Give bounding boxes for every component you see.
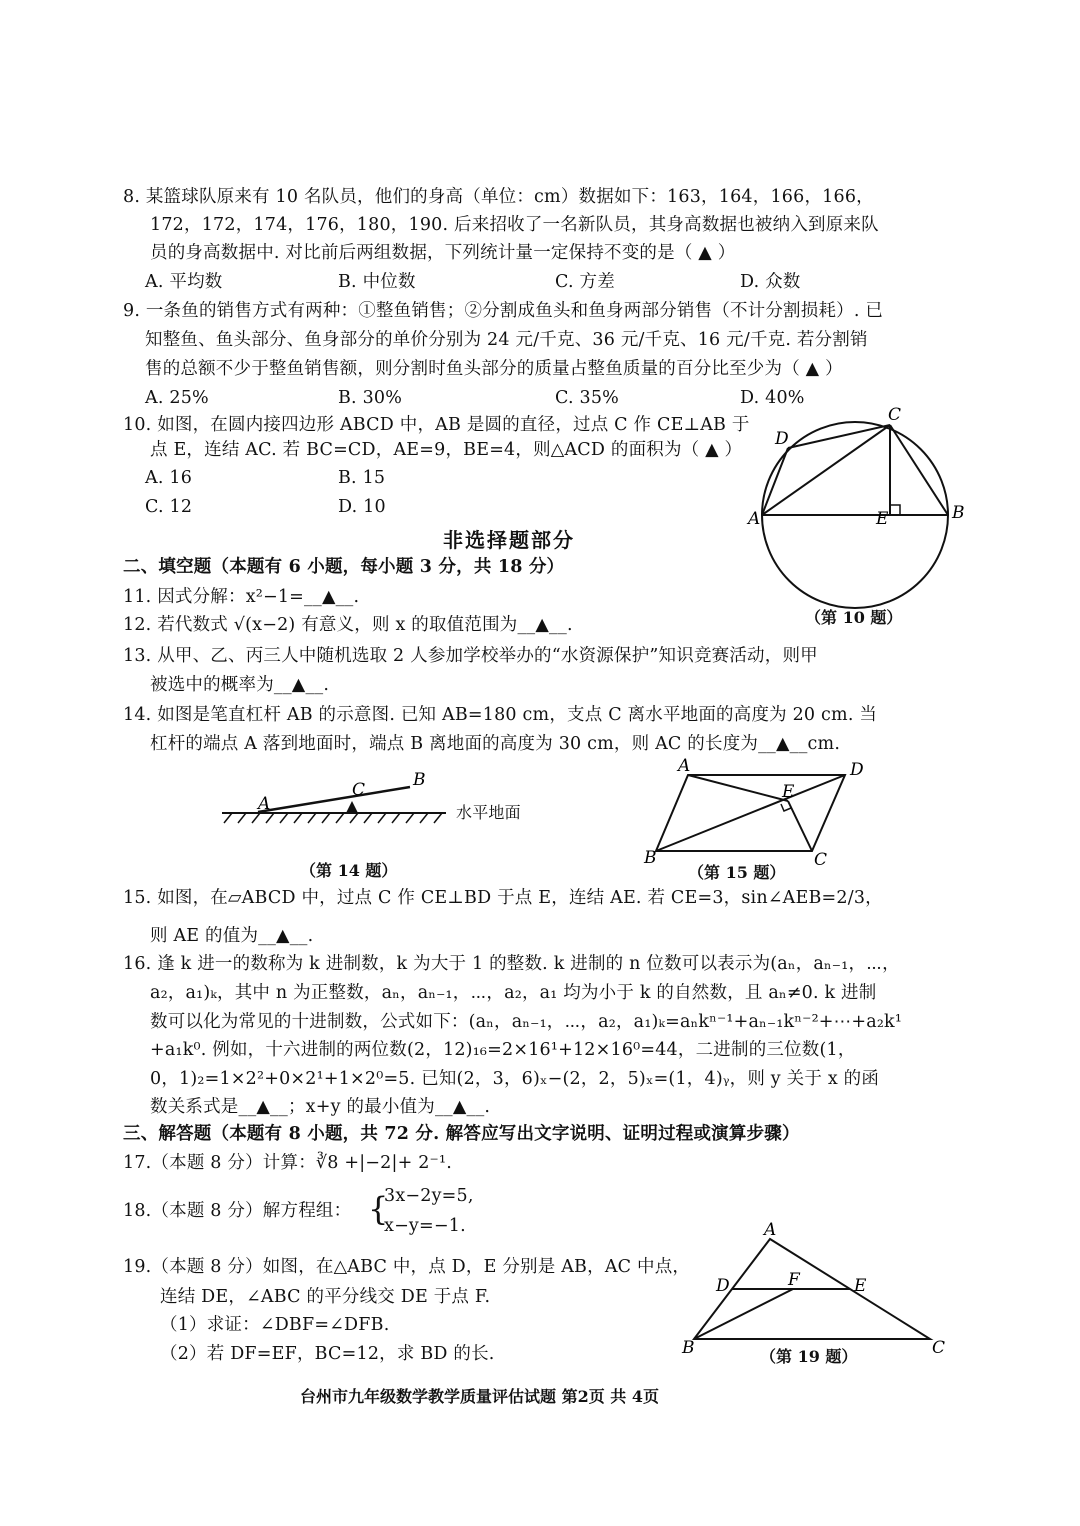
figure-14-diagram	[218, 765, 458, 835]
q9-option-a: A. 25%	[145, 388, 209, 408]
q19-line-1: 19.（本题 8 分）如图，在△ABC 中，点 D，E 分别是 AB，AC 中点，	[123, 1257, 691, 1277]
q9-option-c: C. 35%	[555, 388, 619, 408]
q16-line-2: a₂，a₁)ₖ，其中 n 为正整数，aₙ，aₙ₋₁，⋯，a₂，a₁ 均为小于 k 的自然数，且 aₙ≠0. k 进制	[150, 983, 877, 1003]
fig15-line-ce	[788, 801, 812, 851]
q14-line-1: 14. 如图是笔直杠杆 AB 的示意图. 已知 AB=180 cm，支点 C 离水平地面的高度为 20 cm. 当	[123, 705, 878, 725]
q13-line-2: 被选中的概率为__▲__.	[150, 675, 330, 695]
fig15-label-c: C	[814, 850, 828, 870]
q18-equation-2: x−y=−1.	[384, 1216, 466, 1236]
fig19-label-c: C	[932, 1338, 946, 1358]
q15-line-1: 15. 如图，在▱ABCD 中，过点 C 作 CE⊥BD 于点 E，连结 AE. 若 CE=3，sin∠AEB=2/3，	[123, 888, 883, 908]
q9-line-1: 9. 一条鱼的销售方式有两种：①整鱼销售；②分割成鱼头和鱼身两部分销售（不计分割损耗）. 已	[123, 301, 884, 321]
fig10-right-angle-mark	[890, 505, 900, 515]
q9-option-d: D. 40%	[740, 388, 805, 408]
q8-option-b: B. 中位数	[338, 272, 416, 292]
fig14-label-b: B	[413, 770, 426, 790]
fig15-label-d: D	[850, 760, 864, 780]
fig14-lever-ab	[258, 787, 410, 812]
q19-line-4: （2）若 DF=EF，BC=12，求 BD 的长.	[160, 1344, 495, 1364]
q18-prefix: 18.（本题 8 分）解方程组：	[123, 1201, 352, 1221]
fig14-fulcrum	[346, 801, 358, 813]
fig15-label-a: A	[678, 756, 691, 776]
fig10-label-d: D	[775, 429, 789, 449]
fig19-label-d: D	[716, 1276, 730, 1296]
fig19-label-a: A	[764, 1220, 777, 1240]
q11-text: 11. 因式分解：x²−1=__▲__.	[123, 587, 360, 607]
fig14-ground-hatching	[224, 813, 442, 823]
q9-line-2: 知整鱼、鱼头部分、鱼身部分的单价分别为 24 元/千克、36 元/千克、16 元/千克. 若分割销	[145, 330, 868, 350]
figure-15-caption: （第 15 题）	[688, 863, 786, 882]
fig14-label-a: A	[258, 794, 271, 814]
q9-line-3: 售的总额不少于整鱼销售额，则分割时鱼头部分的质量占整鱼质量的百分比至少为（ ▲ ）	[145, 359, 843, 379]
q14-line-2: 杠杆的端点 A 落到地面时，端点 B 离地面的高度为 30 cm，则 AC 的长度为__▲__cm.	[150, 734, 841, 754]
q16-line-4: +a₁k⁰. 例如，十六进制的两位数(2，12)₁₆=2×16¹+12×16⁰=44，二进制的三位数(1，	[150, 1040, 856, 1060]
q18-equation-1: 3x−2y=5,	[384, 1186, 474, 1206]
q16-line-3: 数可以化为常见的十进制数，公式如下：(aₙ，aₙ₋₁，⋯，a₂，a₁)ₖ=aₙkⁿ⁻¹+aₙ₋₁kⁿ⁻²+⋯+a₂k¹	[150, 1012, 903, 1032]
section-3-heading: 三、解答题（本题有 8 小题，共 72 分. 解答应写出文字说明、证明过程或演算步骤）	[123, 1124, 800, 1144]
q10-option-c: C. 12	[145, 497, 193, 517]
fig10-label-b: B	[952, 503, 965, 523]
fig15-label-b: B	[644, 848, 657, 868]
fig15-line-ae	[688, 775, 788, 801]
fig10-line-cb	[890, 425, 948, 515]
figure-10-caption: （第 10 题）	[805, 608, 903, 627]
fig19-line-bf	[694, 1289, 793, 1339]
q10-option-b: B. 15	[338, 468, 386, 488]
q10-line-2: 点 E，连结 AC. 若 BC=CD，AE=9，BE=4，则△ACD 的面积为（ ▲ ）	[150, 440, 743, 460]
fig10-label-c: C	[888, 405, 902, 425]
q10-option-d: D. 10	[338, 497, 386, 517]
fig19-label-b: B	[682, 1338, 695, 1358]
q16-line-5: 0，1)₂=1×2²+0×2¹+1×2⁰=5. 已知(2，3，6)ₓ−(2，2，5)ₓ=(1，4)ᵧ，则 y 关于 x 的函	[150, 1069, 880, 1089]
q8-option-a: A. 平均数	[145, 272, 223, 292]
q19-line-2: 连结 DE，∠ABC 的平分线交 DE 于点 F.	[160, 1287, 491, 1307]
section-2-heading: 二、填空题（本题有 6 小题，每小题 3 分，共 18 分）	[123, 557, 565, 577]
q18-brace: {	[368, 1190, 389, 1228]
q8-option-d: D. 众数	[740, 272, 801, 292]
page-footer: 台州市九年级数学教学质量评估试题 第2页 共 4页	[300, 1387, 659, 1406]
figure-10-diagram	[740, 400, 970, 600]
figure-14-caption: （第 14 题）	[300, 861, 398, 880]
q8-line-1: 8. 某篮球队原来有 10 名队员，他们的身高（单位：cm）数据如下：163，164，166，166，	[123, 187, 874, 207]
q8-line-2: 172，172，174，176，180，190. 后来招收了一名新队员，其身高数据也被纳入到原来队	[150, 215, 879, 235]
fig19-label-f: F	[788, 1270, 800, 1290]
section-title: 非选择题部分	[443, 528, 575, 552]
fig10-label-a: A	[748, 509, 761, 529]
fig15-label-e: E	[782, 782, 795, 802]
q10-option-a: A. 16	[145, 468, 193, 488]
figure-19-caption: （第 19 题）	[760, 1347, 858, 1366]
q19-line-3: （1）求证：∠DBF=∠DFB.	[160, 1315, 390, 1335]
fig10-label-e: E	[876, 509, 889, 529]
fig19-label-e: E	[854, 1276, 867, 1296]
q15-line-2: 则 AE 的值为__▲__.	[150, 926, 314, 946]
fig14-ground-label: 水平地面	[456, 803, 521, 822]
q8-line-3: 员的身高数据中. 对比前后两组数据，下列统计量一定保持不变的是（ ▲ ）	[150, 243, 736, 263]
q8-option-c: C. 方差	[555, 272, 615, 292]
q16-line-6: 数关系式是__▲__；x+y 的最小值为__▲__.	[150, 1097, 491, 1117]
q10-line-1: 10. 如图，在圆内接四边形 ABCD 中，AB 是圆的直径，过点 C 作 CE⊥AB 于	[123, 415, 750, 435]
q9-option-b: B. 30%	[338, 388, 403, 408]
figure-15-diagram	[640, 755, 880, 875]
q12-text: 12. 若代数式 √(x−2) 有意义，则 x 的取值范围为__▲__.	[123, 615, 573, 635]
q13-line-1: 13. 从甲、乙、丙三人中随机选取 2 人参加学校举办的“水资源保护”知识竞赛活动，则甲	[123, 646, 818, 666]
q17-text: 17.（本题 8 分）计算：∛8 +|−2|+ 2⁻¹.	[123, 1153, 452, 1173]
q16-line-1: 16. 逢 k 进一的数称为 k 进制数，k 为大于 1 的整数. k 进制的 n 位数可以表示为(aₙ，aₙ₋₁，⋯，	[123, 954, 900, 974]
fig14-label-c: C	[352, 780, 366, 800]
